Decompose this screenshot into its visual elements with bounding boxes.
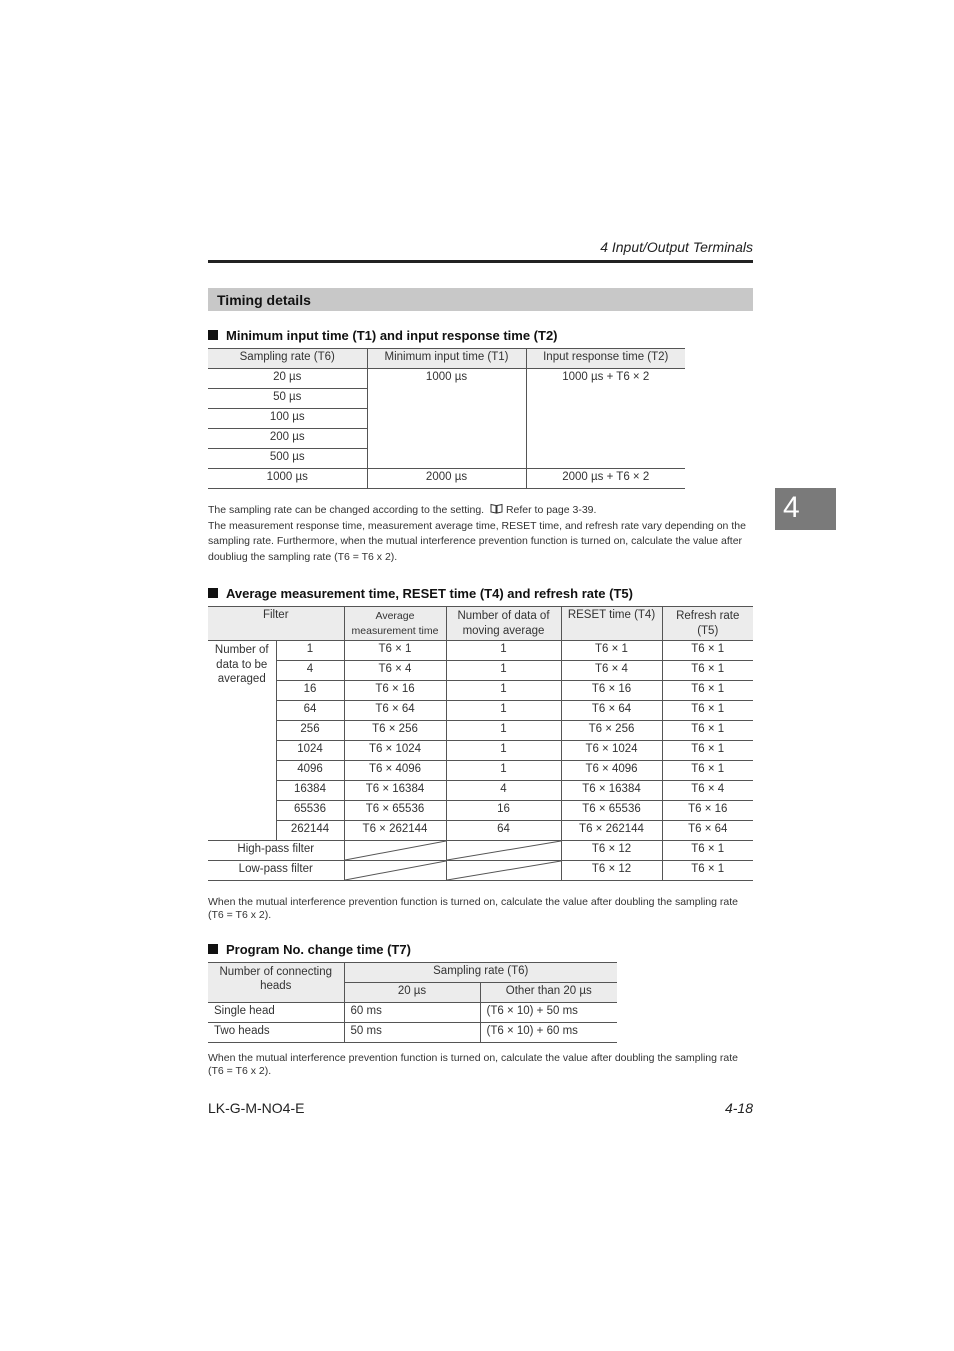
table-cell: T6 × 4096 — [561, 761, 662, 781]
square-bullet-icon — [208, 944, 218, 954]
table-cell: T6 × 4 — [561, 661, 662, 681]
column-header: Number of data of moving average — [446, 607, 561, 641]
table-cell: T6 × 16 — [561, 681, 662, 701]
t3-note: When the mutual interference prevention function is turned on, calculate the value after doubling the sampling rate (T6 = T6 x 2). — [208, 1052, 738, 1077]
table-cell: 1000 µs + T6 × 2 — [562, 371, 650, 383]
table-cell: 4 — [276, 661, 344, 681]
table-cell: T6 × 65536 — [561, 801, 662, 821]
table-cell: T6 × 1 — [561, 641, 662, 661]
table-cell: Two heads — [208, 1023, 344, 1043]
table-cell: 64 — [446, 821, 561, 841]
averaging-time-table — [208, 606, 753, 881]
table-cell: T6 × 16 — [662, 801, 753, 821]
table-cell: 16 — [446, 801, 561, 821]
table-header-row — [208, 607, 753, 641]
table-cell: T6 × 4 — [344, 661, 446, 681]
column-header: Sampling rate (T6) — [344, 963, 617, 983]
table-cell: T6 × 1 — [662, 761, 753, 781]
table-cell: T6 × 4 — [662, 781, 753, 801]
table-header-row — [208, 963, 617, 983]
table-cell: (T6 × 10) + 50 ms — [480, 1003, 617, 1023]
table-cell: 64 — [276, 701, 344, 721]
table-cell: 1024 — [276, 741, 344, 761]
table-cell: 256 — [276, 721, 344, 741]
table-cell: T6 × 1024 — [561, 741, 662, 761]
column-header: Filter — [208, 607, 344, 641]
note-text: Refer to page 3-39. — [505, 504, 597, 516]
table-cell: 1000 µs — [208, 469, 367, 489]
t2-heading — [208, 586, 633, 601]
table-row — [208, 841, 753, 861]
program-change-time-table — [208, 962, 617, 1043]
t2-note: When the mutual interference prevention function is turned on, calculate the value after doubling the sampling rate (T6 = T6 x 2). — [208, 896, 738, 921]
row-label: High-pass filter — [208, 841, 344, 861]
table-cell: 100 µs — [208, 409, 367, 429]
table-cell: 2000 µs — [367, 469, 526, 489]
table-cell: T6 × 1 — [662, 721, 753, 741]
table-cell: 1 — [446, 721, 561, 741]
table-row — [208, 469, 685, 489]
header-rule — [208, 260, 753, 263]
chapter-header: 4 Input/Output Terminals — [600, 239, 753, 255]
table-cell: 20 µs — [208, 369, 367, 389]
table-row — [208, 661, 753, 681]
table-row — [208, 761, 753, 781]
table-cell: T6 × 1 — [662, 661, 753, 681]
table-cell: T6 × 65536 — [344, 801, 446, 821]
table-cell: T6 × 64 — [344, 701, 446, 721]
table-cell: T6 × 1 — [662, 681, 753, 701]
page-number: 4-18 — [724, 1100, 753, 1116]
table-cell: T6 × 262144 — [561, 821, 662, 841]
table-row — [208, 741, 753, 761]
square-bullet-icon — [208, 330, 218, 340]
table-cell: T6 × 1 — [344, 641, 446, 661]
t1-note-line1 — [208, 503, 756, 519]
table-cell: 50 ms — [344, 1023, 480, 1043]
table-cell: T6 × 64 — [561, 701, 662, 721]
column-header: Input response time (T2) — [526, 349, 685, 369]
table-row — [208, 781, 753, 801]
table-row — [208, 801, 753, 821]
table-cell: T6 × 256 — [561, 721, 662, 741]
table-cell: T6 × 12 — [561, 861, 662, 881]
column-header: Refresh rate (T5) — [662, 607, 753, 641]
column-header: 20 µs — [344, 983, 480, 1003]
table-cell: 1 — [446, 641, 561, 661]
table-row — [208, 701, 753, 721]
t3-heading-text: Program No. change time (T7) — [226, 942, 411, 957]
table-row — [208, 721, 753, 741]
table-cell: 4096 — [276, 761, 344, 781]
table-cell: 60 ms — [344, 1003, 480, 1023]
table-cell: 50 µs — [208, 389, 367, 409]
table-row — [208, 641, 753, 661]
table-row — [208, 821, 753, 841]
table-cell: T6 × 1 — [662, 741, 753, 761]
table-cell: T6 × 1024 — [344, 741, 446, 761]
column-header: Number of connecting heads — [208, 963, 344, 1003]
table-cell: T6 × 4096 — [344, 761, 446, 781]
table-cell: T6 × 1 — [662, 641, 753, 661]
note-text: The sampling rate can be changed according to the setting. — [208, 504, 485, 516]
section-title: Timing details — [217, 292, 311, 308]
table-cell: T6 × 16 — [344, 681, 446, 701]
table-cell: 16384 — [276, 781, 344, 801]
table-cell: 1 — [446, 761, 561, 781]
table-cell: T6 × 16384 — [344, 781, 446, 801]
table-cell: 65536 — [276, 801, 344, 821]
table-cell: 4 — [446, 781, 561, 801]
table-cell: T6 × 262144 — [344, 821, 446, 841]
table-cell: T6 × 1 — [662, 861, 753, 881]
row-label: Low-pass filter — [208, 861, 344, 881]
table-cell: 1 — [446, 741, 561, 761]
table-cell: 1 — [446, 661, 561, 681]
doc-code: LK-G-M-NO4-E — [208, 1100, 305, 1116]
table-cell: 200 µs — [208, 429, 367, 449]
min-input-time-table — [208, 348, 685, 489]
table-cell: T6 × 12 — [561, 841, 662, 861]
table-cell: 500 µs — [208, 449, 367, 469]
row-group-label: Number of data to be averaged — [208, 641, 276, 841]
table-cell: T6 × 256 — [344, 721, 446, 741]
table-header-row — [208, 349, 685, 369]
column-header: Sampling rate (T6) — [208, 349, 367, 369]
table-cell: 1 — [446, 681, 561, 701]
empty-diagonal-cell — [344, 841, 446, 861]
t1-note-line2: The measurement response time, measurement average time, RESET time, and refresh rate vary depending on the sampling rate. Furthermore, when the mutual interference prevention function is turned on, calculate the value after doubliug the sampling rate (T6 = T6 x 2). — [208, 519, 746, 563]
table-row — [208, 1003, 617, 1023]
column-header: Minimum input time (T1) — [367, 349, 526, 369]
section-title-bar — [208, 288, 753, 311]
column-header: RESET time (T4) — [561, 607, 662, 641]
table-cell: 1 — [446, 701, 561, 721]
table-row — [208, 1023, 617, 1043]
table-cell: (T6 × 10) + 60 ms — [480, 1023, 617, 1043]
empty-diagonal-cell — [446, 841, 561, 861]
table-cell: 16 — [276, 681, 344, 701]
table-cell: T6 × 64 — [688, 823, 728, 835]
empty-diagonal-cell — [344, 861, 446, 881]
table-cell: T6 × 1 — [662, 701, 753, 721]
table-row — [208, 369, 685, 389]
chapter-tab — [775, 488, 836, 530]
table-cell: 1000 µs — [367, 369, 526, 469]
table-row — [208, 681, 753, 701]
t1-heading — [208, 328, 558, 343]
column-header: Average measurement time — [344, 607, 446, 641]
square-bullet-icon — [208, 588, 218, 598]
t1-heading-text: Minimum input time (T1) and input response time (T2) — [226, 328, 558, 343]
table-cell: 262144 — [276, 821, 344, 841]
table-row — [208, 861, 753, 881]
book-reference-icon — [490, 503, 503, 514]
t2-heading-text: Average measurement time, RESET time (T4) and refresh rate (T5) — [226, 586, 633, 601]
empty-diagonal-cell — [446, 861, 561, 881]
t3-heading — [208, 942, 411, 957]
table-cell: T6 × 1 — [662, 841, 753, 861]
table-cell: 1 — [276, 641, 344, 661]
chapter-tab-number: 4 — [783, 491, 800, 524]
table-cell: T6 × 16384 — [561, 781, 662, 801]
table-cell: Single head — [208, 1003, 344, 1023]
table-cell: 2000 µs + T6 × 2 — [526, 469, 685, 489]
t1-note — [208, 503, 756, 565]
column-header: Other than 20 µs — [480, 983, 617, 1003]
